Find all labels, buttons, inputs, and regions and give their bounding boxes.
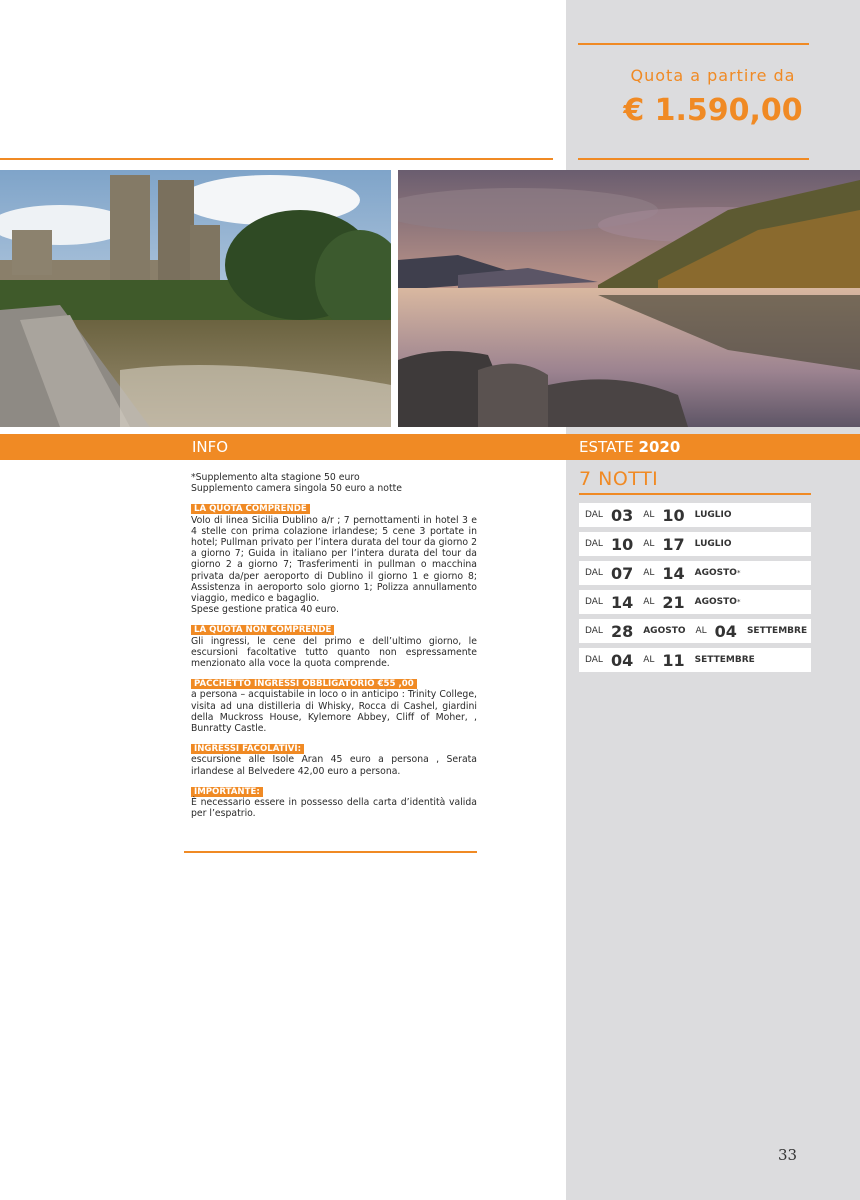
info-column	[191, 472, 477, 819]
header-rule-right	[578, 158, 809, 160]
section-text: Gli ingressi, le cene del primo e dell’ultimo giorno, le escursioni facoltative tutto quanto non espressamente menzionato alla voce la quota comprende.	[191, 635, 477, 670]
section-bar	[0, 434, 860, 460]
to-month: AGOSTO	[694, 568, 737, 578]
from-label: DAL	[585, 539, 603, 549]
to-month: SETTEMBRE	[694, 655, 755, 665]
to-day: 11	[662, 650, 685, 670]
from-label: DAL	[585, 655, 603, 665]
from-day: 10	[610, 534, 634, 554]
season-year: 2020	[638, 438, 681, 456]
header-rule-left	[0, 158, 553, 160]
to-month: AGOSTO	[694, 597, 737, 607]
section-text: a persona – acquistabile in loco o in anticipo : Trinity College, visita ad una distilleria di Whisky, Rocca di Cashel, giardini della Muckross House, Kylemore Abbey, Cliff of Moher, , Bunratty Castle.	[191, 689, 477, 735]
to-day: 17	[662, 534, 685, 554]
date-row	[579, 561, 811, 585]
section-text: Volo di linea Sicilia Dublino a/r ; 7 pernottamenti in hotel 3 e 4 stelle con prima colazione irlandese; 5 cene 3 portate in hotel; Pullman privato per l’intera durata del tour da giorno 2 a giorno 7; Guida in italiano per l’intera durata del tour da giorno 2 a giorno 7; Trasferimenti in pullman o macchina privata da/per aeroporto di Dublino il giorno 1 e giorno 8; Assistenza in aeroporto solo giorno 1; Polizza annullamento viaggio, medico e bagaglio.	[191, 514, 477, 605]
to-day: 14	[662, 563, 685, 583]
season-label: ESTATE	[579, 438, 634, 456]
castle-photo	[0, 170, 391, 427]
supplement-line: *Supplemento alta stagione 50 euro	[191, 472, 360, 483]
from-month: AGOSTO	[643, 626, 686, 636]
date-row	[579, 648, 811, 672]
to-label: AL	[643, 510, 655, 520]
from-label: DAL	[585, 597, 603, 607]
season-mark: *	[736, 569, 741, 577]
from-day: 14	[610, 592, 634, 612]
price-value: € 1.590,00	[623, 93, 803, 128]
date-row	[579, 590, 811, 614]
section-tag: LA QUOTA COMPRENDE	[191, 504, 310, 514]
date-row	[579, 532, 811, 556]
info-heading: INFO	[192, 438, 229, 456]
section-tag: LA QUOTA NON COMPRENDE	[191, 625, 334, 635]
section-text: Spese gestione pratica 40 euro.	[191, 604, 339, 616]
to-day: 04	[714, 621, 737, 641]
section-tag: INGRESSI FACOLATIVI:	[191, 744, 304, 754]
nights-label: 7 NOTTI	[579, 468, 659, 490]
from-label: DAL	[585, 510, 603, 520]
date-row	[579, 619, 811, 643]
to-label: AL	[643, 655, 655, 665]
from-day: 28	[610, 621, 634, 641]
page-number: 33	[778, 1146, 798, 1164]
from-label: DAL	[585, 568, 603, 578]
from-label: DAL	[585, 626, 603, 636]
season-heading	[579, 438, 680, 456]
section-text: È necessario essere in possesso della carta d’identità valida per l’espatrio.	[191, 797, 477, 820]
to-month: LUGLIO	[694, 539, 732, 549]
supplement-line: Supplemento camera singola 50 euro a notte	[191, 483, 402, 495]
lake-photo	[398, 170, 860, 427]
section-tag: PACCHETTO INGRESSI OBBLIGATORIO €55 ,00	[191, 679, 417, 689]
from-day: 07	[610, 563, 634, 583]
to-label: AL	[695, 626, 707, 636]
to-label: AL	[643, 539, 655, 549]
price-label: Quota a partire da	[630, 66, 796, 85]
to-day: 21	[662, 592, 685, 612]
nights-rule	[579, 493, 811, 495]
section-tag: IMPORTANTE:	[191, 787, 263, 797]
section-text: escursione alle Isole Aran 45 euro a persona , Serata irlandese al Belvedere 42,00 euro a persona.	[191, 754, 477, 777]
to-month: LUGLIO	[694, 510, 732, 520]
info-bottom-rule	[184, 851, 477, 853]
to-month: SETTEMBRE	[746, 626, 808, 636]
from-day: 04	[610, 650, 634, 670]
to-day: 10	[662, 505, 685, 525]
to-label: AL	[643, 568, 655, 578]
from-day: 03	[610, 505, 634, 525]
to-label: AL	[643, 597, 655, 607]
date-row	[579, 503, 811, 527]
top-rule	[578, 43, 809, 45]
season-mark: *	[736, 598, 741, 606]
